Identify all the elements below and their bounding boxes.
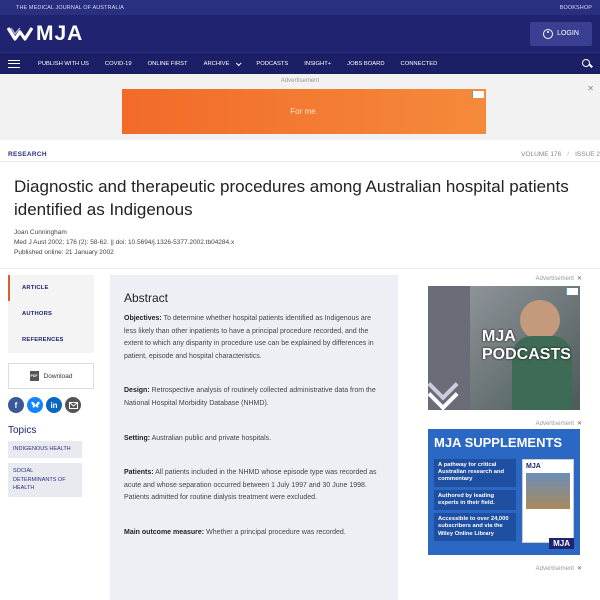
user-icon (543, 29, 553, 39)
journal-name: THE MEDICAL JOURNAL OF AUSTRALIA (16, 4, 124, 11)
bluesky-icon[interactable] (27, 397, 43, 413)
nav-jobs[interactable]: JOBS BOARD (347, 60, 385, 67)
login-button[interactable] (530, 22, 592, 46)
article-content (0, 268, 600, 600)
abstract-objectives: Objectives: To determine whether hospital patients identified as Indigenous are less likely than other inpatients to have a principal procedure recorded, and the extent to which any disparity in procedure use can be explained by differences in patient, episode and hospital characteristics. (124, 315, 374, 360)
journal-cover (522, 459, 574, 543)
article-tabs (8, 275, 94, 353)
logo-text: MJA (36, 21, 84, 45)
ad-label: Advertisement ✕ (535, 566, 582, 572)
article-header (0, 162, 600, 272)
abstract-setting: Setting: Australian public and private hospitals. (124, 434, 272, 442)
adchoices-icon[interactable] (566, 288, 578, 295)
tab-authors[interactable]: AUTHORS (22, 311, 53, 317)
issue-link[interactable]: ISSUE 2 (575, 151, 600, 158)
mja-badge: MJA (549, 538, 574, 549)
list-item: Accessible to over 24,000 subscribers and via the Wiley Online Library (434, 513, 516, 541)
volume-link[interactable]: VOLUME 176 (521, 151, 562, 158)
close-icon[interactable]: ✕ (587, 84, 594, 93)
share-icons (8, 397, 94, 413)
citation: Med J Aust 2002; 176 (2): 58-62. || doi: 10.5694/j.1326-5377.2002.tb04284.x (14, 238, 235, 246)
nav-covid[interactable]: COVID-19 (104, 60, 132, 67)
login-label: LOGIN (557, 30, 579, 37)
article-meta (14, 228, 586, 258)
ad-label: Advertisement (280, 78, 320, 84)
download-button[interactable] (8, 363, 94, 389)
list-item: A pathway for critical Australian research and commentary (434, 459, 516, 487)
ad-banner-text: For me. (290, 107, 318, 116)
abstract-outcome: Main outcome measure: Whether a principal procedure was recorded. (124, 528, 346, 536)
published-date: Published online: 21 January 2002 (14, 249, 114, 256)
pdf-icon: PDF (30, 371, 39, 381)
bookshop-link[interactable]: BOOKSHOP (559, 4, 592, 11)
cover-logo: MJA (526, 463, 541, 470)
top-strip (0, 0, 600, 15)
abstract-design: Design: Retrospective analysis of routinely collected administrative data from the National Hospital Morbidity Database (NHMD). (124, 387, 376, 407)
supplements-list (434, 459, 516, 544)
section-bar (0, 140, 600, 162)
abstract-panel (110, 275, 398, 600)
volume-issue (521, 151, 600, 158)
main-nav (0, 52, 600, 74)
facebook-icon[interactable]: f (8, 397, 24, 413)
search-icon[interactable] (582, 59, 592, 69)
site-header (0, 15, 600, 52)
adchoices-icon[interactable] (472, 91, 484, 98)
close-icon[interactable]: ✕ (576, 566, 582, 572)
right-sidebar (428, 275, 584, 572)
ad-label: Advertisement ✕ (535, 276, 582, 282)
mja-logo[interactable] (7, 22, 83, 46)
nav-archive-label: ARCHIVE (203, 60, 230, 67)
section-label[interactable]: RESEARCH (8, 151, 47, 158)
supplements-ad[interactable] (428, 429, 580, 555)
close-icon[interactable]: ✕ (576, 421, 582, 427)
nav-insight[interactable]: INSIGHT+ (304, 60, 332, 67)
mja-logo-icon (7, 26, 33, 42)
abstract-patients: Patients: All patients included in the NHMD whose episode type was recorded as acute and whose separation occurred between 1 July 1997 and 30 June 1998. Patients admitted for routine dialysis treatment were excluded. (124, 469, 377, 502)
mail-icon[interactable] (65, 397, 81, 413)
tab-references[interactable]: REFERENCES (22, 337, 64, 343)
download-label: Download (43, 372, 73, 380)
close-icon[interactable]: ✕ (576, 276, 582, 282)
topic-tag[interactable]: SOCIAL DETERMINANTS OF HEALTH (8, 463, 82, 497)
nav-online-first[interactable]: ONLINE FIRST (147, 60, 188, 67)
left-sidebar (8, 275, 94, 497)
separator: / (567, 151, 570, 158)
linkedin-icon[interactable]: in (46, 397, 62, 413)
chevron-down-icon (236, 60, 242, 66)
list-item: Authored by leading experts in their field. (434, 490, 516, 510)
podcasts-ad-title: MJA PODCASTS (482, 328, 571, 364)
supplements-title: MJA SUPPLEMENTS (434, 435, 563, 450)
nav-archive[interactable] (204, 61, 241, 67)
tab-article[interactable]: ARTICLE (8, 275, 94, 301)
ad-label: Advertisement ✕ (535, 421, 582, 427)
topic-tag[interactable]: INDIGENOUS HEALTH (8, 441, 82, 458)
abstract-title: Abstract (124, 291, 169, 305)
nav-connected[interactable]: CONNECTED (400, 60, 438, 67)
menu-icon[interactable] (8, 60, 20, 68)
top-ad-area (0, 74, 600, 140)
nav-podcasts[interactable]: PODCASTS (256, 60, 289, 67)
podcasts-ad[interactable] (428, 286, 580, 410)
author[interactable]: Joan Cunningham (14, 228, 67, 236)
topics-heading: Topics (8, 425, 37, 436)
nav-publish[interactable]: PUBLISH WITH US (38, 60, 89, 67)
article-title: Diagnostic and therapeutic procedures among Australian hospital patients identified as Indigenous (14, 177, 569, 219)
cover-image (526, 473, 570, 509)
top-ad-banner[interactable] (122, 89, 486, 134)
